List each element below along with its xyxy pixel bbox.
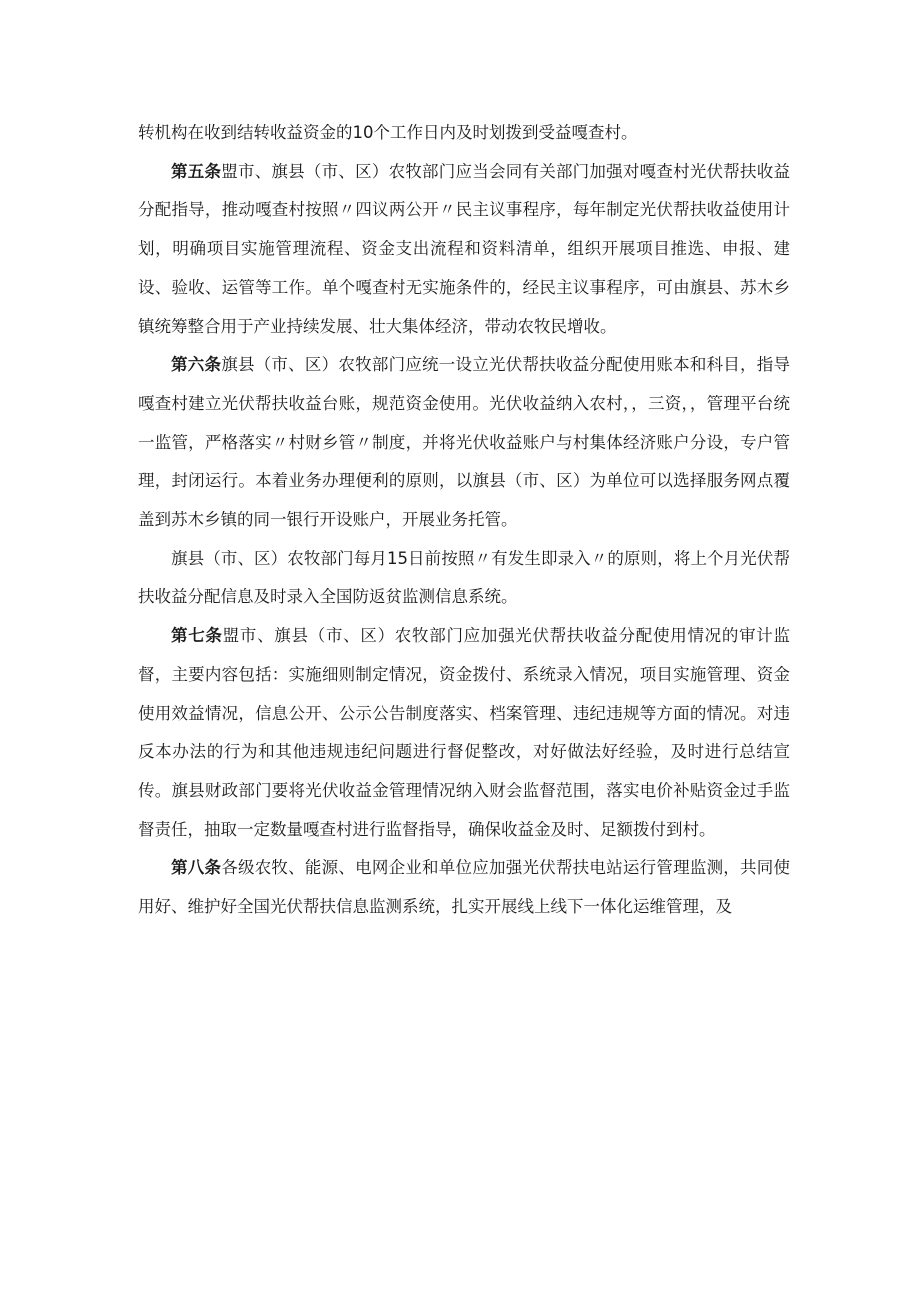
article-heading: 第六条: [171, 355, 222, 375]
paragraph-6: [138, 849, 790, 926]
paragraph-5: [138, 617, 790, 849]
article-heading: 第八条: [171, 858, 222, 878]
paragraph-3: [138, 346, 790, 540]
paragraph-text: 旗县（市、区）农牧部门每月15日前按照〃有发生即录入〃的原则，将上个月光伏帮扶收益分配信息及时录入全国防返贫监测信息系统。: [138, 548, 790, 607]
article-heading: 第五条: [171, 161, 222, 181]
paragraph-text: 盟市、旗县（市、区）农牧部门应加强光伏帮扶收益分配使用情况的审计监督，主要内容包括：实施细则制定情况，资金拨付、系统录入情况，项目实施管理、资金使用效益情况，信息公开、公示公告制度落实、档案管理、违纪违规等方面的情况。对违反本办法的行为和其他违规违纪问题进行督促整改，对好做法好经验，及时进行总结宣传。旗县财政部门要将光伏收益金管理情况纳入财会监督范围，落实电价补贴资金过手监督责任，抽取一定数量嘎查村进行监督指导，确保收益金及时、足额拨付到村。: [138, 626, 791, 839]
paragraph-text: 旗县（市、区）农牧部门应统一设立光伏帮扶收益分配使用账本和科目，指导嘎查村建立光伏帮扶收益台账，规范资金使用。光伏收益纳入农村，，三资，，管理平台统一监管，严格落实〃村财乡管〃制度，并将光伏收益账户与村集体经济账户分设，专户管理，封闭运行。本着业务办理便利的原则，以旗县（市、区）为单位可以选择服务网点覆盖到苏木乡镇的同一银行开设账户，开展业务托管。: [138, 355, 791, 530]
paragraph-4: [138, 540, 790, 617]
paragraph-text: 盟市、旗县（市、区）农牧部门应当会同有关部门加强对嘎查村光伏帮扶收益分配指导，推动嘎查村按照〃四议两公开〃民主议事程序，每年制定光伏帮扶收益使用计划，明确项目实施管理流程、资金支出流程和资料清单，组织开展项目推选、申报、建设、验收、运管等工作。单个嘎查村无实施条件的，经民主议事程序，可由旗县、苏木乡镇统筹整合用于产业持续发展、壮大集体经济，带动农牧民增收。: [138, 161, 791, 336]
document-body: [138, 114, 790, 927]
paragraph-2: [138, 153, 790, 347]
article-heading: 第七条: [171, 626, 223, 646]
paragraph-1: [138, 114, 790, 153]
paragraph-text: 各级农牧、能源、电网企业和单位应加强光伏帮扶电站运行管理监测，共同使用好、维护好全国光伏帮扶信息监测系统，扎实开展线上线下一体化运维管理，及: [138, 858, 791, 917]
paragraph-text: 转机构在收到结转收益资金的10个工作日内及时划拨到受益嘎查村。: [138, 123, 638, 142]
